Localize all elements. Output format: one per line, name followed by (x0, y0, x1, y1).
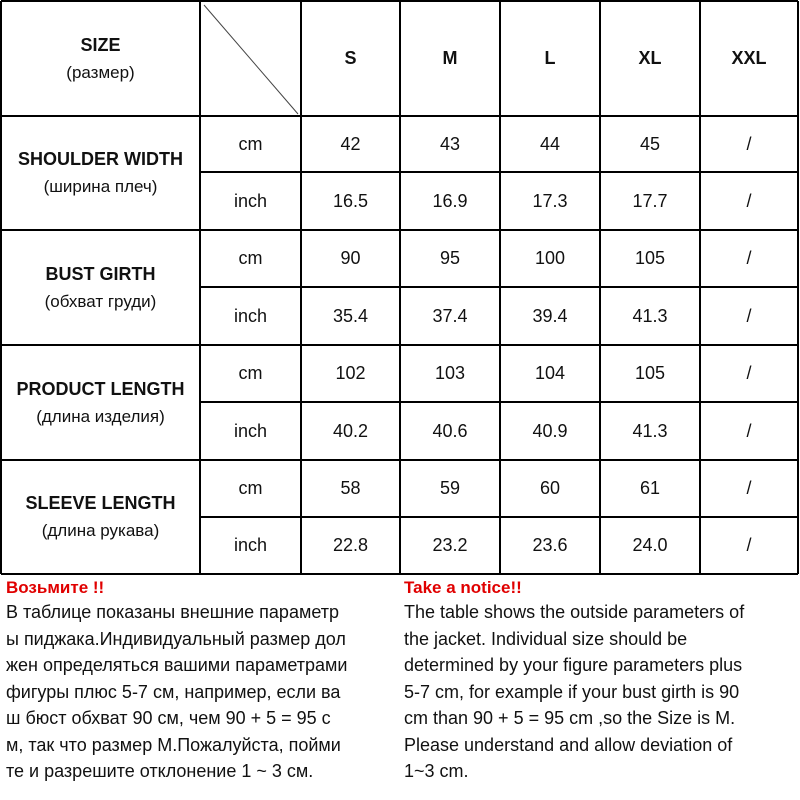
measurement-header (1, 345, 200, 460)
measurement-name-ru: (обхват груди) (44, 291, 157, 311)
notice-line-ru: жен определяться вашими параметрами (6, 655, 348, 675)
size-column-header: XL (638, 48, 662, 68)
notice-line-en: 5-7 cm, for example if your bust girth is 90 (404, 681, 740, 702)
table-value-cell: 41.3 (632, 305, 668, 326)
table-value-cell: 45 (639, 133, 661, 154)
notice-line-en: cm than 90 + 5 = 95 cm ,so the Size is M. (404, 708, 736, 728)
notice-line-ru: фигуры плюс 5-7 см, например, если ва (6, 681, 341, 702)
table-value-cell: 17.3 (532, 190, 568, 211)
notice-title-ru: Возьмите !! (6, 578, 105, 597)
notice-line-en: The table shows the outside parameters of (404, 602, 745, 622)
measurement-name: SHOULDER WIDTH (18, 149, 183, 169)
table-value-cell: 35.4 (332, 305, 369, 326)
notice-en (404, 576, 796, 785)
table-value-cell: 40.2 (332, 420, 369, 441)
table-value-cell: 59 (439, 478, 461, 498)
table-value-cell: / (746, 420, 752, 441)
table-value-cell: / (746, 363, 752, 383)
table-value-cell: / (746, 248, 752, 268)
table-value-cell: 16.5 (332, 190, 369, 211)
table-value-cell: 60 (539, 478, 561, 498)
table-value-cell: / (746, 535, 752, 555)
unit-cell: inch (233, 420, 268, 441)
table-value-cell: 24.0 (632, 535, 668, 555)
measurement-name-ru: (длина рукава) (41, 521, 160, 540)
unit-cell: cm (238, 248, 263, 268)
table-value-cell: / (746, 133, 752, 154)
table-value-cell: 95 (439, 248, 461, 268)
notice-ru (6, 576, 396, 785)
notice-line-ru: ы пиджака.Индивидуальный размер дол (6, 628, 346, 649)
table-value-cell: 39.4 (532, 305, 568, 326)
measurement-name: PRODUCT LENGTH (16, 378, 185, 399)
unit-cell: cm (238, 133, 263, 154)
table-value-cell: 40.6 (432, 420, 468, 441)
notice-line-en: the jacket. Individual size should be (404, 628, 688, 649)
table-value-cell: 37.4 (432, 305, 468, 326)
notice-section (0, 576, 800, 800)
size-column-header: L (544, 48, 556, 68)
size-header-label: SIZE (80, 34, 121, 55)
table-value-cell: 43 (439, 133, 461, 154)
size-header-label-ru: (размер) (66, 62, 135, 82)
table-value-cell: 16.9 (432, 190, 468, 211)
table-value-cell: 102 (335, 363, 366, 383)
table-value-cell: 41.3 (632, 420, 668, 441)
unit-cell: cm (238, 478, 263, 498)
corner-diagonal-line (204, 5, 298, 114)
table-value-cell: / (746, 305, 752, 326)
notice-title-en: Take a notice!! (404, 578, 522, 597)
table-value-cell: 103 (434, 363, 466, 383)
table-value-cell: 100 (534, 248, 566, 268)
notice-line-ru: м, так что размер М.Пожалуйста, пойми (6, 734, 341, 755)
notice-line-en: determined by your figure parameters plus (404, 655, 743, 675)
measurement-name-ru: (ширина плеч) (43, 177, 158, 196)
table-value-cell: 90 (340, 248, 361, 268)
table-value-cell: 44 (539, 133, 561, 154)
unit-cell: inch (233, 535, 268, 555)
table-value-cell: 42 (340, 133, 361, 154)
measurement-header (1, 230, 200, 345)
size-header-cell (1, 1, 200, 116)
notice-line-en: Please understand and allow deviation of (404, 734, 733, 755)
measurement-name-ru: (длина изделия) (36, 406, 165, 426)
table-value-cell: 105 (634, 248, 666, 268)
table-value-cell: 105 (634, 363, 666, 383)
notice-line-ru: те и разрешите отклонение 1 ~ 3 см. (6, 761, 314, 781)
table-value-cell: / (746, 190, 752, 211)
table-value-cell: 104 (534, 363, 566, 383)
size-column-header: M (442, 48, 458, 68)
measurement-name: BUST GIRTH (45, 263, 156, 284)
notice-line-ru: В таблице показаны внешние параметр (6, 602, 339, 622)
table-value-cell: 58 (340, 478, 361, 498)
table-value-cell: 23.2 (432, 535, 468, 555)
measurement-header (1, 116, 200, 230)
unit-cell: inch (233, 305, 268, 326)
table-value-cell: 61 (639, 478, 661, 498)
table-value-cell: / (746, 478, 752, 498)
table-value-cell: 17.7 (632, 190, 668, 211)
size-column-header: XXL (731, 48, 767, 68)
unit-cell: inch (233, 190, 268, 211)
notice-line-ru: ш бюст обхват 90 см, чем 90 + 5 = 95 с (6, 708, 331, 728)
notice-line-en: 1~3 cm. (404, 761, 469, 781)
size-column-header: S (344, 48, 357, 68)
unit-cell: cm (238, 363, 263, 383)
table-value-cell: 22.8 (332, 535, 369, 555)
table-value-cell: 40.9 (532, 420, 568, 441)
measurement-header (1, 460, 200, 574)
table-value-cell: 23.6 (532, 535, 568, 555)
measurement-name: SLEEVE LENGTH (25, 493, 176, 513)
